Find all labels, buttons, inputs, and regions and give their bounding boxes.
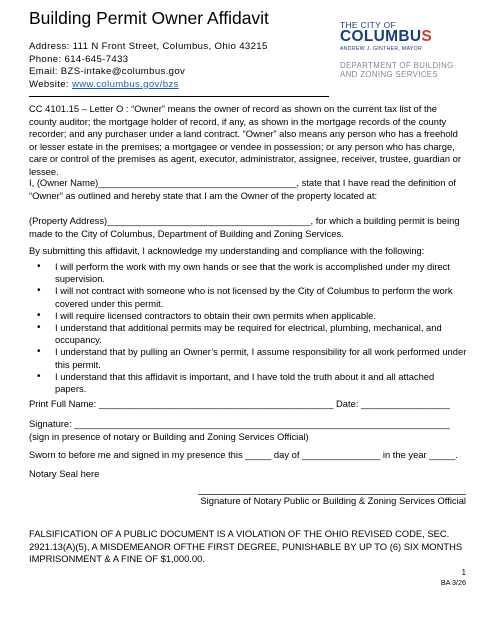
bullet-icon: •: [37, 309, 41, 321]
sworn-statement-field[interactable]: Sworn to before me and signed in my presence this _____ day of _______________ in the year _____.: [29, 449, 458, 460]
logo-line-city-of: THE CITY OF: [340, 20, 397, 30]
logo-department-line2: AND ZONING SERVICES: [340, 70, 439, 79]
list-item-text: I will not contract with someone who is not licensed by the City of Columbus to perform the work covered under this permit.: [55, 285, 453, 309]
address-line: Address: 111 N Front Street, Columbus, Ohio 43215: [29, 41, 268, 52]
phone-line: Phone: 614-645-7433: [29, 53, 129, 65]
logo-department: [340, 61, 454, 79]
acknowledgement-list: [29, 261, 467, 395]
logo-wordmark: [340, 28, 432, 46]
bullet-icon: •: [37, 322, 41, 334]
bullet-icon: •: [37, 261, 41, 272]
bullet-icon: •: [37, 285, 41, 297]
logo-department-line1: DEPARTMENT OF BUILDING: [340, 61, 454, 70]
falsification-warning: FALSIFICATION OF A PUBLIC DOCUMENT IS A VIOLATION OF THE OHIO REVISED CODE, SEC. 2921.13(A)(5), A MISDEMEANOR OFTHE FIRST DEGREE, PUNISHABLE BY UP TO (6) SIX MONTHS IMPRISONMENT & A FINE OF $1,000.00.: [29, 528, 463, 565]
list-item: [29, 310, 467, 322]
list-item: [29, 322, 467, 346]
list-item: [29, 261, 467, 285]
notary-signature-label: Signature of Notary Public or Building & Zoning Services Official: [200, 495, 466, 506]
list-item: [29, 371, 467, 395]
city-of-columbus-logo: [340, 20, 470, 86]
logo-wordmark-accent: S: [421, 28, 432, 45]
form-code: BA 3/26: [440, 578, 466, 587]
website-line: [29, 79, 268, 92]
list-item-text: I will perform the work with my own hands or see that the work is accomplished under my direct supervision.: [55, 261, 450, 285]
signature-field[interactable]: Signature: ________________________________________________________________________: [29, 418, 450, 429]
page-number: 1: [461, 568, 466, 577]
list-item-text: I understand that by pulling an Owner’s permit, I assume responsibility for all work performed under this permit.: [55, 346, 467, 370]
print-name-date-field[interactable]: Print Full Name: _____________________________________________ Date: _________________: [29, 398, 450, 409]
owner-definition: CC 4101.15 – Letter O : “Owner” means the owner of record as shown on the current tax list of the county auditor; the mortgage holder of record, if any, as shown in the mortgage records of the county recorder; and any purchaser under a land contract. “Owner” also means any person who has a freehold or lesser estate in the premises; a mortgagee or vendee in possession; or any person who has charge, care or control of the premises as agent, executor, administrator, assignee, receiver, trustee, guardian or lessee.: [29, 103, 461, 177]
website-label: Website:: [29, 78, 72, 90]
website-link[interactable]: www.columbus.gov/bzs: [71, 78, 179, 90]
list-item: [29, 285, 467, 309]
header-divider: [29, 96, 329, 97]
list-item-text: I will require licensed contractors to obtain their own permits when applicable.: [55, 309, 376, 321]
notary-seal-label: Notary Seal here: [29, 468, 100, 479]
email-line: Email: BZS-intake@columbus.gov: [29, 66, 186, 78]
list-item-text: I understand that additional permits may be required for electrical, plumbing, mechanical, and occupancy.: [55, 322, 442, 346]
bullet-icon: •: [37, 346, 41, 358]
list-item-text: I understand that this affidavit is important, and I have told the truth about it and all attached papers.: [55, 370, 435, 395]
bullet-icon: •: [37, 370, 41, 382]
acknowledge-intro: By submitting this affidavit, I acknowledge my understanding and compliance with the following:: [29, 245, 425, 256]
page-title: Building Permit Owner Affidavit: [29, 8, 269, 28]
property-statement: (Property Address)_______________________________________, for which a building permit is being made to the City of Columbus, Department of Building and Zoning Services.: [29, 215, 460, 239]
list-item: [29, 346, 467, 370]
logo-mayor-line: ANDREW J. GINTHER, MAYOR: [340, 46, 423, 52]
owner-statement: I, (Owner Name)______________________________________, state that I have read the definition of “Owner” as outlined and hereby state that I am the Owner of the property located at:: [29, 177, 456, 201]
signature-note: (sign in presence of notary or Building and Zoning Services Official): [29, 431, 309, 442]
logo-wordmark-main: COLUMBU: [340, 28, 422, 45]
contact-block: [29, 41, 268, 91]
